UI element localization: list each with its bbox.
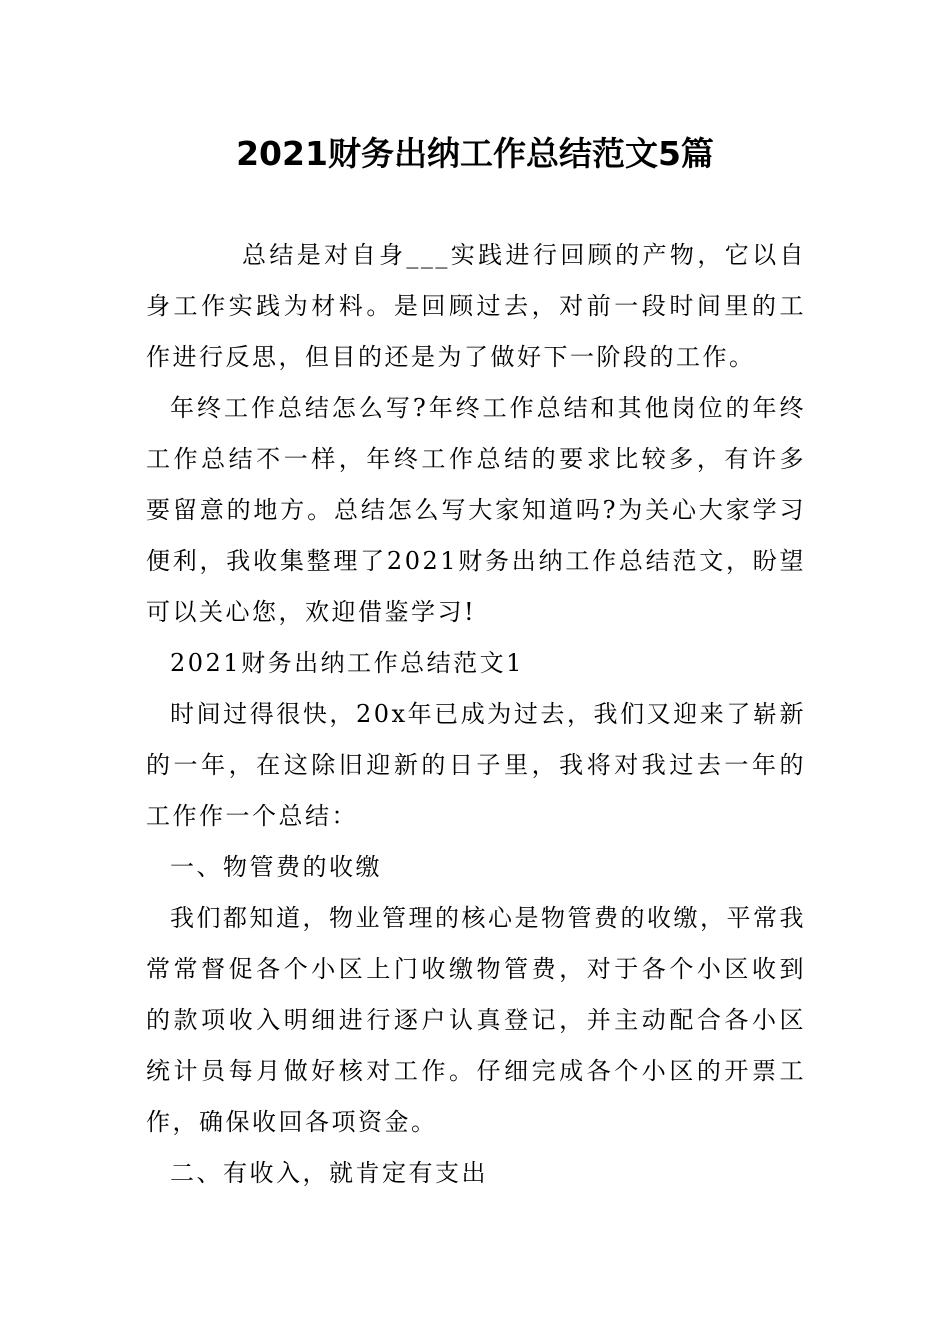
document-body	[146, 230, 806, 1199]
paragraph-intro: 总结是对自身___实践进行回顾的产物，它以自身工作实践为材料。是回顾过去，对前一段时间里的工作进行反思，但目的还是为了做好下一阶段的工作。	[146, 241, 806, 371]
document-title: 2021财务出纳工作总结范文5篇	[236, 134, 714, 173]
subheading-fee-collection: 一、物管费的收缴	[170, 853, 382, 881]
paragraph-how-to-write: 年终工作总结怎么写?年终工作总结和其他岗位的年终工作总结不一样，年终工作总结的要求比较多，有许多要留意的地方。总结怎么写大家知道吗?为关心大家学习便利，我收集整理了2021财务出纳工作总结范文，盼望可以关心您，欢迎借鉴学习!	[146, 394, 806, 626]
paragraph-fee-collection: 我们都知道，物业管理的核心是物管费的收缴，平常我常常督促各个小区上门收缴物管费，对于各个小区收到的款项收入明细进行逐户认真登记，并主动配合各小区统计员每月做好核对工作。仔细完成各个小区的开票工作，确保收回各项资金。	[146, 904, 806, 1136]
section-heading-1: 2021财务出纳工作总结范文1	[170, 649, 524, 677]
subheading-expenditure: 二、有收入，就肯定有支出	[170, 1159, 488, 1187]
paragraph-opening: 时间过得很快，20x年已成为过去，我们又迎来了崭新的一年，在这除旧迎新的日子里，我将对我过去一年的工作作一个总结：	[146, 700, 806, 830]
